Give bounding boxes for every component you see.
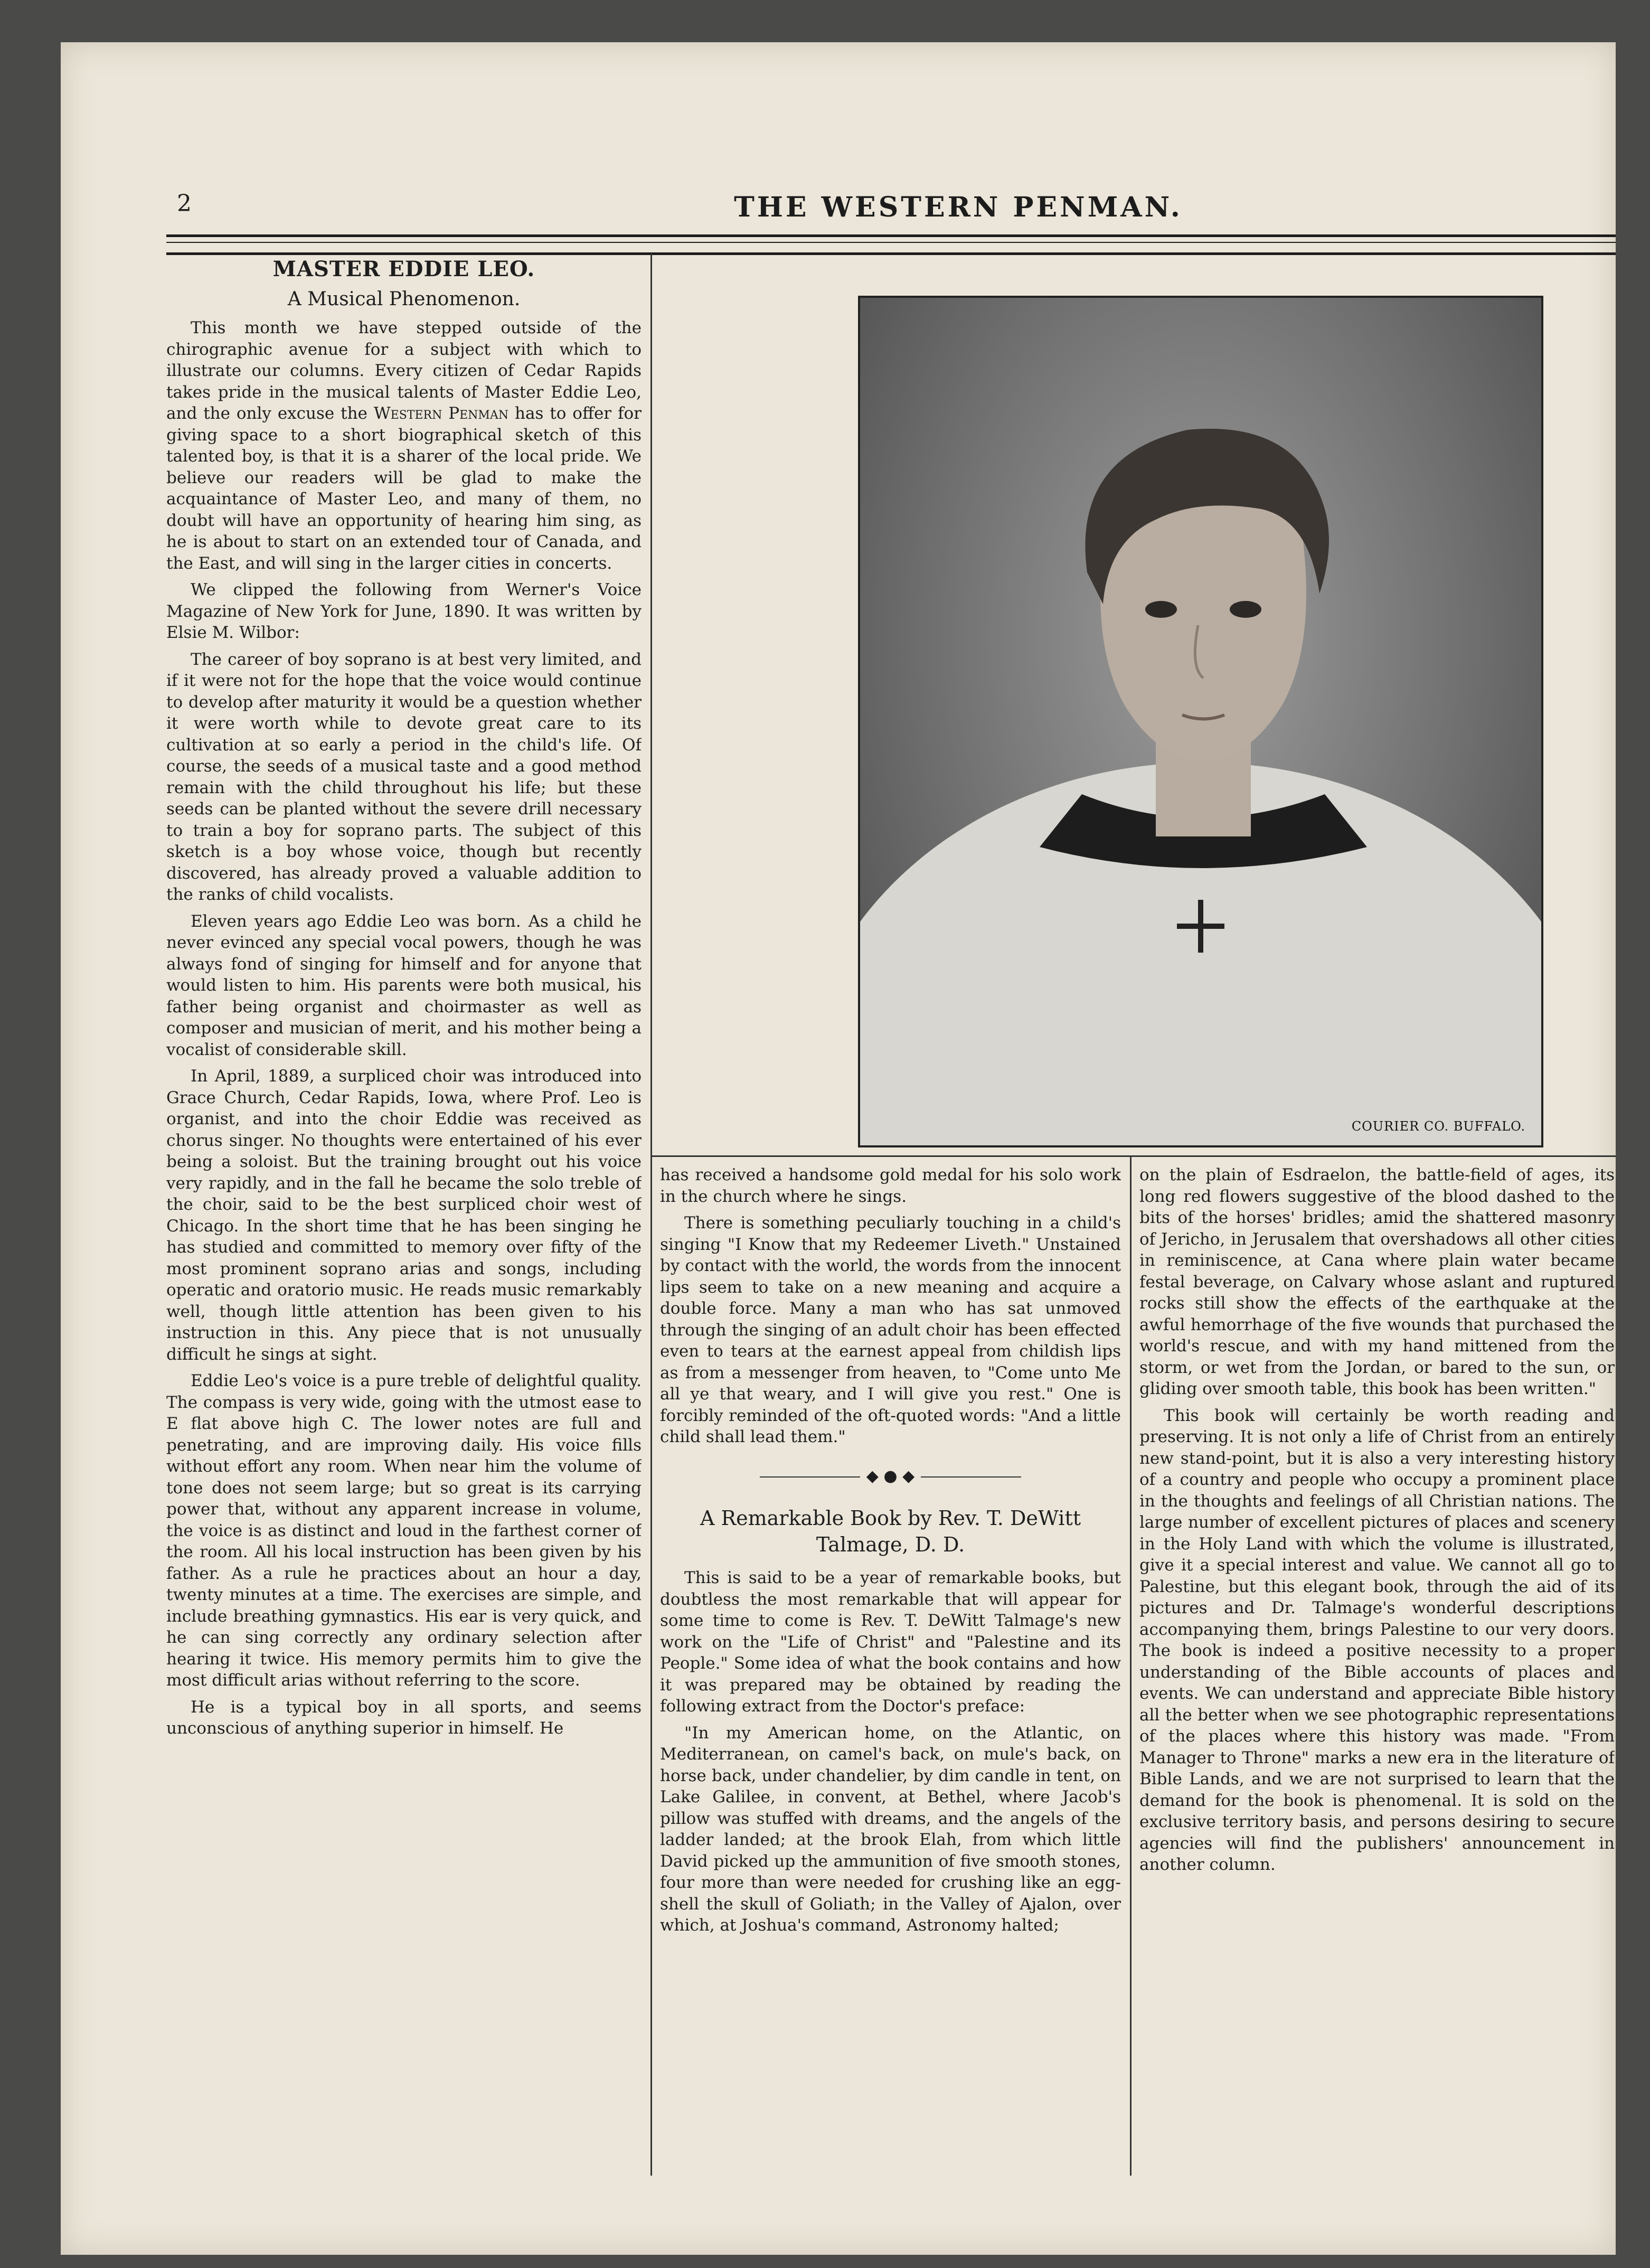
paragraph: on the plain of Esdraelon, the battle-field of ages, its long red flowers suggestive of the blood dashed to the bits of the horses' bridles; amid the shattered masonry of Jericho, in Jerusalem that overshadows all other cities in reminiscence, at Cana where plain water became festal beverage, on Calvary whose aslant and ruptured rocks still show the effects of the earthquake at the awful hemorrhage of the five wounds that purchased the world's rescue, and with my hand mittened from the storm, or wet from the Jordan, or bared to the sun, or gliding over smooth table, this book has been written." <box>1139 1165 1615 1398</box>
column-divider <box>1130 1156 1132 2176</box>
column-divider <box>650 253 652 2176</box>
paragraph: has received a handsome gold medal for his solo work in the church where he sings. <box>660 1165 1121 1206</box>
newspaper-page <box>61 42 1616 2255</box>
paragraph: Eleven years ago Eddie Leo was born. As a child he never evinced any special vocal powers, though he was always fond of singing for himself and for anyone that would listen to him. His parents were both musical, his father being organist and choirmaster as well as composer and musician of merit, and his mother being a vocalist of considerable skill. <box>166 911 642 1059</box>
paragraph: This book will certainly be worth reading and preserving. It is not only a life of Christ from an entirely new stand-point, but it is also a very interesting history of a country and people who occupy a prominent place in the thoughts and feelings of all Christian nations. The large number of excellent pictures of places and scenery in the Holy Land with which the volume is illustrated, give it a special interest and value. We cannot all go to Palestine, but this elegant book, through the aid of its pictures and Dr. Talmage's wonderful descriptions accompanying them, brings Palestine to our very doors. The book is indeed a positive necessity to a proper understanding of the Bible accounts of places and events. We can understand and appreciate Bible history all the better when we see photographic representations of the places where this history was made. "From Manager to Throne" marks a new era in the literature of Bible Lands, and we are not surprised to learn that the demand for the book is phenomenal. It is sold on the exclusive territory basis, and persons desiring to secure agencies will find the publishers' announcement in another column. <box>1139 1406 1615 1874</box>
header-rule <box>166 234 1616 237</box>
article-title: A Remarkable Book by Rev. T. DeWitt Talmage, D. D. <box>700 1507 1081 1556</box>
header-rule <box>166 242 1616 243</box>
photo-divider <box>652 1155 1616 1157</box>
paragraph: "In my American home, on the Atlantic, on Mediterranean, on camel's back, on mule's back, on horse back, under chandelier, by dim candle in tent, on Lake Galilee, in convent, at Bethel, where Jacob's pillow was stuffed with dreams, and the angels of the ladder landed; at the brook Elah, from which little David picked up the ammunition of five smooth stones, four more than were needed for crushing like an egg-shell the skull of Goliath; in the Valley of Ajalon, over which, at Joshua's command, Astronomy halted; <box>660 1723 1121 1935</box>
paragraph: This is said to be a year of remarkable books, but doubtless the most remarkable that will appear for some time to come is Rev. T. DeWitt Talmage's new work on the "Life of Christ" and "Palestine and its People." Some idea of what the book contains and how it was prepared may be obtained by reading the following extract from the Doctor's preface: <box>660 1568 1121 1716</box>
column-3 <box>1139 1164 1615 2178</box>
paragraph: Eddie Leo's voice is a pure treble of delightful quality. The compass is very wide, going with the utmost ease to E flat above high C. The lower notes are full and penetrating, and are improving daily. His voice fills without effort any room. When near him the volume of tone does not seem large; but so great is its carrying power that, without any apparent increase in volume, the voice is as distinct and loud in the farthest corner of the room. All his local instruction has been given by his father. As a rule he practices about an hour a day, twenty minutes at a time. The exercises are simple, and include breathing gymnastics. His ear is very quick, and he can sing correctly any ordinary selection after hearing it twice. His memory permits him to give the most difficult arias without referring to the score. <box>166 1371 642 1690</box>
paragraph: This month we have stepped outside of the chirographic avenue for a subject with which to illustrate our columns. Every citizen of Cedar Rapids takes pride in the musical talents of Master Eddie Leo, and the only excuse the Western Penman has to offer for giving space to a short biographical sketch of this talented boy, is that it is a sharer of the local pride. We believe our readers will be glad to make the acquaintance of Master Leo, and many of them, no doubt will have an opportunity of hearing him sing, as he is about to start on an extended tour of Canada, and the East, and will sing in the larger cities in concerts. <box>166 318 642 573</box>
portrait-photo <box>858 296 1543 1147</box>
paragraph: He is a typical boy in all sports, and seems unconscious of anything superior in himself. He <box>166 1697 642 1738</box>
publication-name: Western Penman <box>373 404 509 423</box>
column-2 <box>660 1164 1121 2178</box>
paragraph: We clipped the following from Werner's Voice Magazine of New York for June, 1890. It was written by Elsie M. Wilbor: <box>166 580 642 642</box>
paragraph: There is something peculiarly touching in a child's singing "I Know that my Redeemer Liveth." Unstained by contact with the world, the words from the innocent lips seem to take on a new meaning and acquire a double force. Many a man who has sat unmoved through the singing of an adult choir has been effected even to tears at the earnest appeal from childish lips as from a messenger from heaven, to "Come unto Me all ye that weary, and I will give you rest." One is forcibly reminded of the oft-quoted words: "And a little child shall lead them." <box>660 1213 1121 1446</box>
page-number: 2 <box>177 190 192 217</box>
paragraph: The career of boy soprano is at best very limited, and if it were not for the hope that the voice would continue to develop after maturity it would be a question whether it were worth while to devote great care to its cultivation at so early a period in the child's life. Of course, the seeds of a musical taste and a good method remain with the child throughout his life; but these seeds can be planted without the severe drill necessary to train a boy for soprano parts. The subject of this sketch is a boy whose voice, though but recently discovered, has already proved a valuable addition to the ranks of child vocalists. <box>166 650 642 904</box>
section-ornament: ◆ ● ◆ <box>660 1466 1121 1488</box>
running-head: THE WESTERN PENMAN. <box>734 191 1183 223</box>
paragraph: In April, 1889, a surpliced choir was introduced into Grace Church, Cedar Rapids, Iowa, where Prof. Leo is organist, and into the choir Eddie was received as chorus singer. No thoughts were entertained of his ever being a soloist. But the training brought out his voice very rapidly, and in the fall he became the solo treble of the choir, said to be the best surpliced choir west of Chicago. In the short time that he has been singing he has studied and committed to memory over fifty of the most prominent soprano arias and songs, including operatic and oratorio music. He reads music remarkably well, though little attention has been given to his instruction in this. Any piece that is not unusually difficult he sings at sight. <box>166 1067 642 1364</box>
engraver-credit: COURIER CO. BUFFALO. <box>1351 1119 1525 1134</box>
header-rule <box>166 252 1616 255</box>
boy-portrait-illustration <box>860 298 1541 1145</box>
column-1 <box>166 259 642 2181</box>
article-title: MASTER EDDIE LEO. <box>272 259 535 281</box>
article-subtitle: A Musical Phenomenon. <box>287 288 521 310</box>
